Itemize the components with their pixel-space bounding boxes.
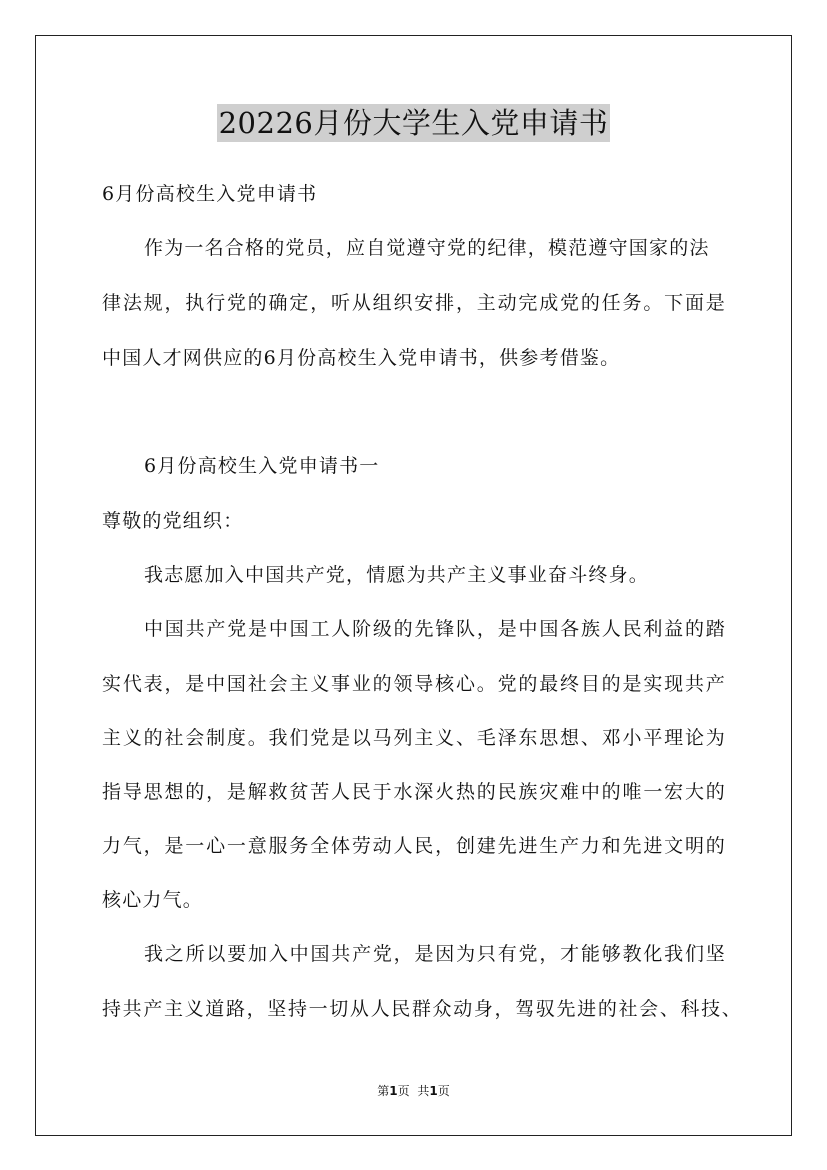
intro-line-3: 中国人才网供应的6月份高校生入党申请书，供参考借鉴。 xyxy=(102,347,621,369)
paragraph-2-line-6: 核心力气。 xyxy=(102,889,204,911)
footer-total-prefix: 共 xyxy=(417,1084,430,1098)
paragraph-3-line-1: 我之所以要加入中国共产党，是因为只有党，才能够教化我们坚 xyxy=(144,943,726,965)
footer-page-number: 1 xyxy=(389,1084,398,1098)
footer-page-prefix: 第 xyxy=(377,1084,390,1098)
salutation: 尊敬的党组织： xyxy=(102,510,244,532)
paragraph-3-line-2: 持共产主义道路，坚持一切从人民群众动身，驾驭先进的社会、科技、 xyxy=(102,998,742,1020)
intro-line-1: 作为一名合格的党员，应自觉遵守党的纪律，模范遵守国家的法 xyxy=(144,237,710,259)
footer-total-suffix: 页 xyxy=(437,1084,450,1098)
page-footer xyxy=(0,1083,827,1099)
footer-page-suffix: 页 xyxy=(397,1084,410,1098)
paragraph-2-line-5: 力气，是一心一意服务全体劳动人民，创建先进生产力和先进文明的 xyxy=(102,835,726,857)
paragraph-2-line-3: 主义的社会制度。我们党是以马列主义、毛泽东思想、邓小平理论为 xyxy=(102,727,726,749)
footer-total-number: 1 xyxy=(429,1084,438,1098)
paragraph-2-line-4: 指导思想的，是解救贫苦人民于水深火热的民族灾难中的唯一宏大的 xyxy=(102,781,726,803)
paragraph-2-line-2: 实代表，是中国社会主义事业的领导核心。党的最终目的是实现共产 xyxy=(102,673,726,695)
title-container xyxy=(0,104,827,142)
section-heading: 6月份高校生入党申请书一 xyxy=(144,455,380,477)
paragraph-1: 我志愿加入中国共产党，情愿为共产主义事业奋斗终身。 xyxy=(144,564,650,586)
intro-line-2: 律法规，执行党的确定，听从组织安排，主动完成党的任务。下面是 xyxy=(102,292,726,314)
document-subtitle: 6月份高校生入党申请书 xyxy=(102,183,318,205)
document-title: 20226月份大学生入党申请书 xyxy=(218,106,609,140)
paragraph-2-line-1: 中国共产党是中国工人阶级的先锋队，是中国各族人民利益的踏 xyxy=(144,618,726,640)
